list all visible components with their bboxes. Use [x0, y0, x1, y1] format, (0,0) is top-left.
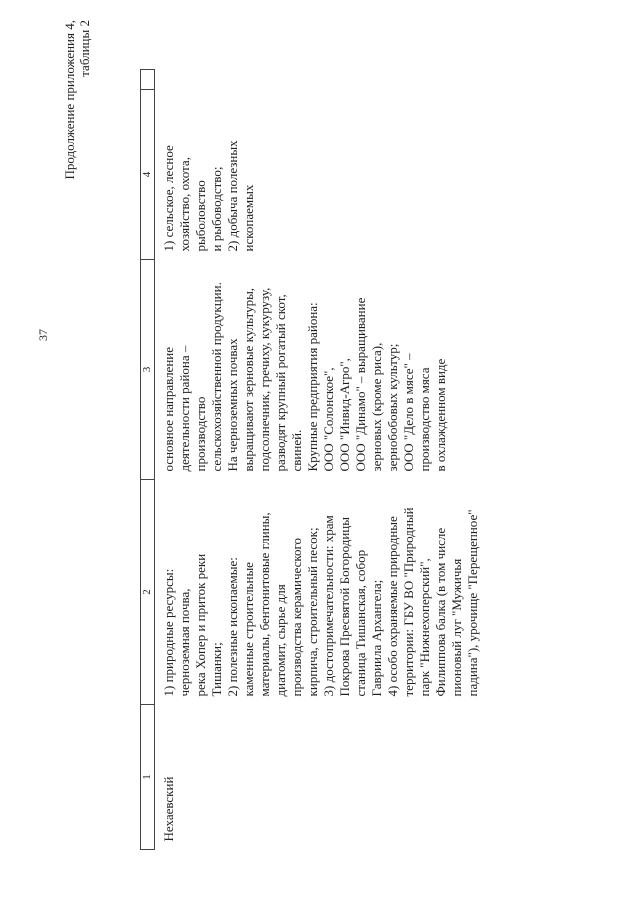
table-row — [155, 70, 542, 850]
table-caption — [62, 20, 92, 270]
cell-text-line: На черноземных почвах — [225, 338, 240, 472]
cell-text-line: 1) природные ресурсы: — [161, 568, 176, 697]
land-use-cell — [155, 90, 542, 260]
cell-text-line: падина"), урочище "Перещепное" — [465, 509, 480, 697]
district-cell — [155, 705, 542, 850]
cell-text-line: свиней. — [289, 429, 304, 472]
cell-text-line: материалы, бентонитовые глины, — [257, 512, 272, 697]
cell-text-line: производство мяса — [417, 367, 432, 472]
header-cell-1: 1 — [141, 705, 155, 850]
cell-text-line: рыболовство — [193, 180, 208, 252]
cell-text-line: производства керамического — [289, 537, 304, 697]
cell-text-line: выращивают зерновые культуры, — [241, 287, 256, 472]
cell-text-line: Покрова Пресвятой Богородицы — [337, 517, 352, 697]
header-cell-4: 4 — [141, 90, 155, 260]
cell-text-line: река Хопер и приток реки — [193, 553, 208, 697]
cell-text-line: территории: ГБУ ВО "Природный — [401, 507, 416, 697]
cell-text-line: хозяйство, охота, — [177, 157, 192, 252]
cell-text-line: пионовый луг "Мужичья — [449, 558, 464, 697]
cell-text-line: 2) полезные ископаемые: — [225, 557, 240, 697]
cell-text-line: зерновых (кроме риса), — [369, 342, 384, 472]
cell-text-line: 2) добыча полезных — [225, 140, 240, 252]
cell-text-line: зернобобовых культур; — [385, 343, 400, 472]
cell-text-line: черноземная почва, — [177, 588, 192, 697]
cell-text-line: Крупные предприятия района: — [305, 302, 320, 472]
cell-text-line: кирпича, строительный песок; — [305, 527, 320, 697]
cell-text-line: ООО "Динамо" – выращивание — [353, 297, 368, 472]
cell-text-line: ООО "Дело в мясе" – — [401, 353, 416, 472]
cell-text-line: ООО "Солонское", — [321, 367, 336, 472]
data-table — [140, 69, 541, 850]
cell-text-line: в охлажденном виде — [433, 358, 448, 472]
header-cell-2: 2 — [141, 480, 155, 705]
cell-text-line: диатомит, сырье для — [273, 584, 288, 697]
cell-text-line: 4) особо охраняемые природные — [385, 516, 400, 697]
economy-cell — [155, 260, 542, 480]
cell-text-line: ООО "Инвид-Агро", — [337, 358, 352, 472]
caption-line-2: таблицы 2 — [77, 20, 92, 77]
resources-cell — [155, 480, 542, 705]
cell-text-line: сельскохозяйственной продукции. — [209, 282, 224, 472]
header-cell-3: 3 — [141, 260, 155, 480]
cell-text-line: и рыбоводство; — [209, 166, 224, 252]
cell-text-line: Филиппова балка (в том числе — [433, 527, 448, 697]
cell-text-line: разводят крупный рогатый скот, — [273, 294, 288, 472]
header-cell-empty — [141, 70, 155, 90]
page-number: 37 — [36, 329, 50, 341]
cell-text-line: Нехаевский — [161, 776, 176, 842]
cell-text-line: деятельности района – — [177, 345, 192, 472]
empty-cell — [155, 70, 542, 90]
cell-text-line: ископаемых — [241, 184, 256, 252]
header-row — [141, 70, 155, 850]
cell-text-line: производство — [193, 396, 208, 472]
cell-text-line: станица Тишанская, собор — [353, 549, 368, 697]
cell-text-line: подсолнечник, гречиху, кукурузу, — [257, 287, 272, 472]
caption-line-1: Продолжение приложения 4, — [62, 20, 77, 180]
cell-text-line: основное направление — [161, 346, 176, 472]
cell-text-line: парк "Нижнехоперский", — [417, 558, 432, 697]
cell-text-line: Тишанки; — [209, 642, 224, 697]
cell-text-line: Гавриила Архангела; — [369, 579, 384, 697]
cell-text-line: каменные строительные — [241, 562, 256, 697]
cell-text-line: 3) достопримечательности: храм — [321, 515, 336, 697]
cell-text-line: 1) сельское, лесное — [161, 145, 176, 252]
